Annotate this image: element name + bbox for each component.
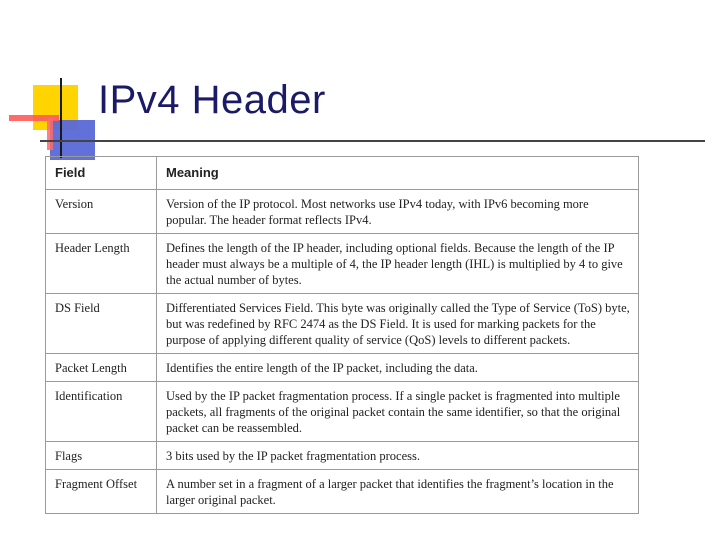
meaning-cell: Defines the length of the IP header, including optional fields. Because the length of the IP header must always be a multiple of 4, the IP header length (IHL) is multiplied by 4 to give the actual number of bytes.	[157, 234, 639, 294]
ipv4-header-table	[45, 156, 639, 514]
meaning-cell: Differentiated Services Field. This byte was originally called the Type of Service (ToS) byte, but was redefined by RFC 2474 as the DS Field. It is used for marking packets for the purpose of applying different quality of service (QoS) levels to different packets.	[157, 294, 639, 354]
table-row	[46, 234, 639, 294]
meaning-cell: Used by the IP packet fragmentation process. If a single packet is fragmented into multiple packets, all fragments of the original packet contain the same identifier, so that the original packet can be reassembled.	[157, 382, 639, 442]
field-cell: DS Field	[46, 294, 157, 354]
table-row	[46, 354, 639, 382]
field-cell: Version	[46, 190, 157, 234]
column-header-field: Field	[46, 157, 157, 190]
meaning-cell: Identifies the entire length of the IP packet, including the data.	[157, 354, 639, 382]
table-row	[46, 382, 639, 442]
field-cell: Packet Length	[46, 354, 157, 382]
field-cell: Identification	[46, 382, 157, 442]
field-cell: Header Length	[46, 234, 157, 294]
meaning-cell: A number set in a fragment of a larger packet that identifies the fragment’s location in the larger original packet.	[157, 470, 639, 514]
field-cell: Flags	[46, 442, 157, 470]
table-header-row	[46, 157, 639, 190]
table-row	[46, 294, 639, 354]
decor-red-bar-vertical	[47, 118, 53, 150]
meaning-cell: 3 bits used by the IP packet fragmentation process.	[157, 442, 639, 470]
column-header-meaning: Meaning	[157, 157, 639, 190]
table-row	[46, 470, 639, 514]
decor-vertical-line	[60, 78, 62, 158]
slide-title: IPv4 Header	[98, 78, 326, 122]
table-row	[46, 442, 639, 470]
title-underline	[40, 140, 705, 142]
table-row	[46, 190, 639, 234]
meaning-cell: Version of the IP protocol. Most networks use IPv4 today, with IPv6 becoming more popular. The header format reflects IPv4.	[157, 190, 639, 234]
field-cell: Fragment Offset	[46, 470, 157, 514]
